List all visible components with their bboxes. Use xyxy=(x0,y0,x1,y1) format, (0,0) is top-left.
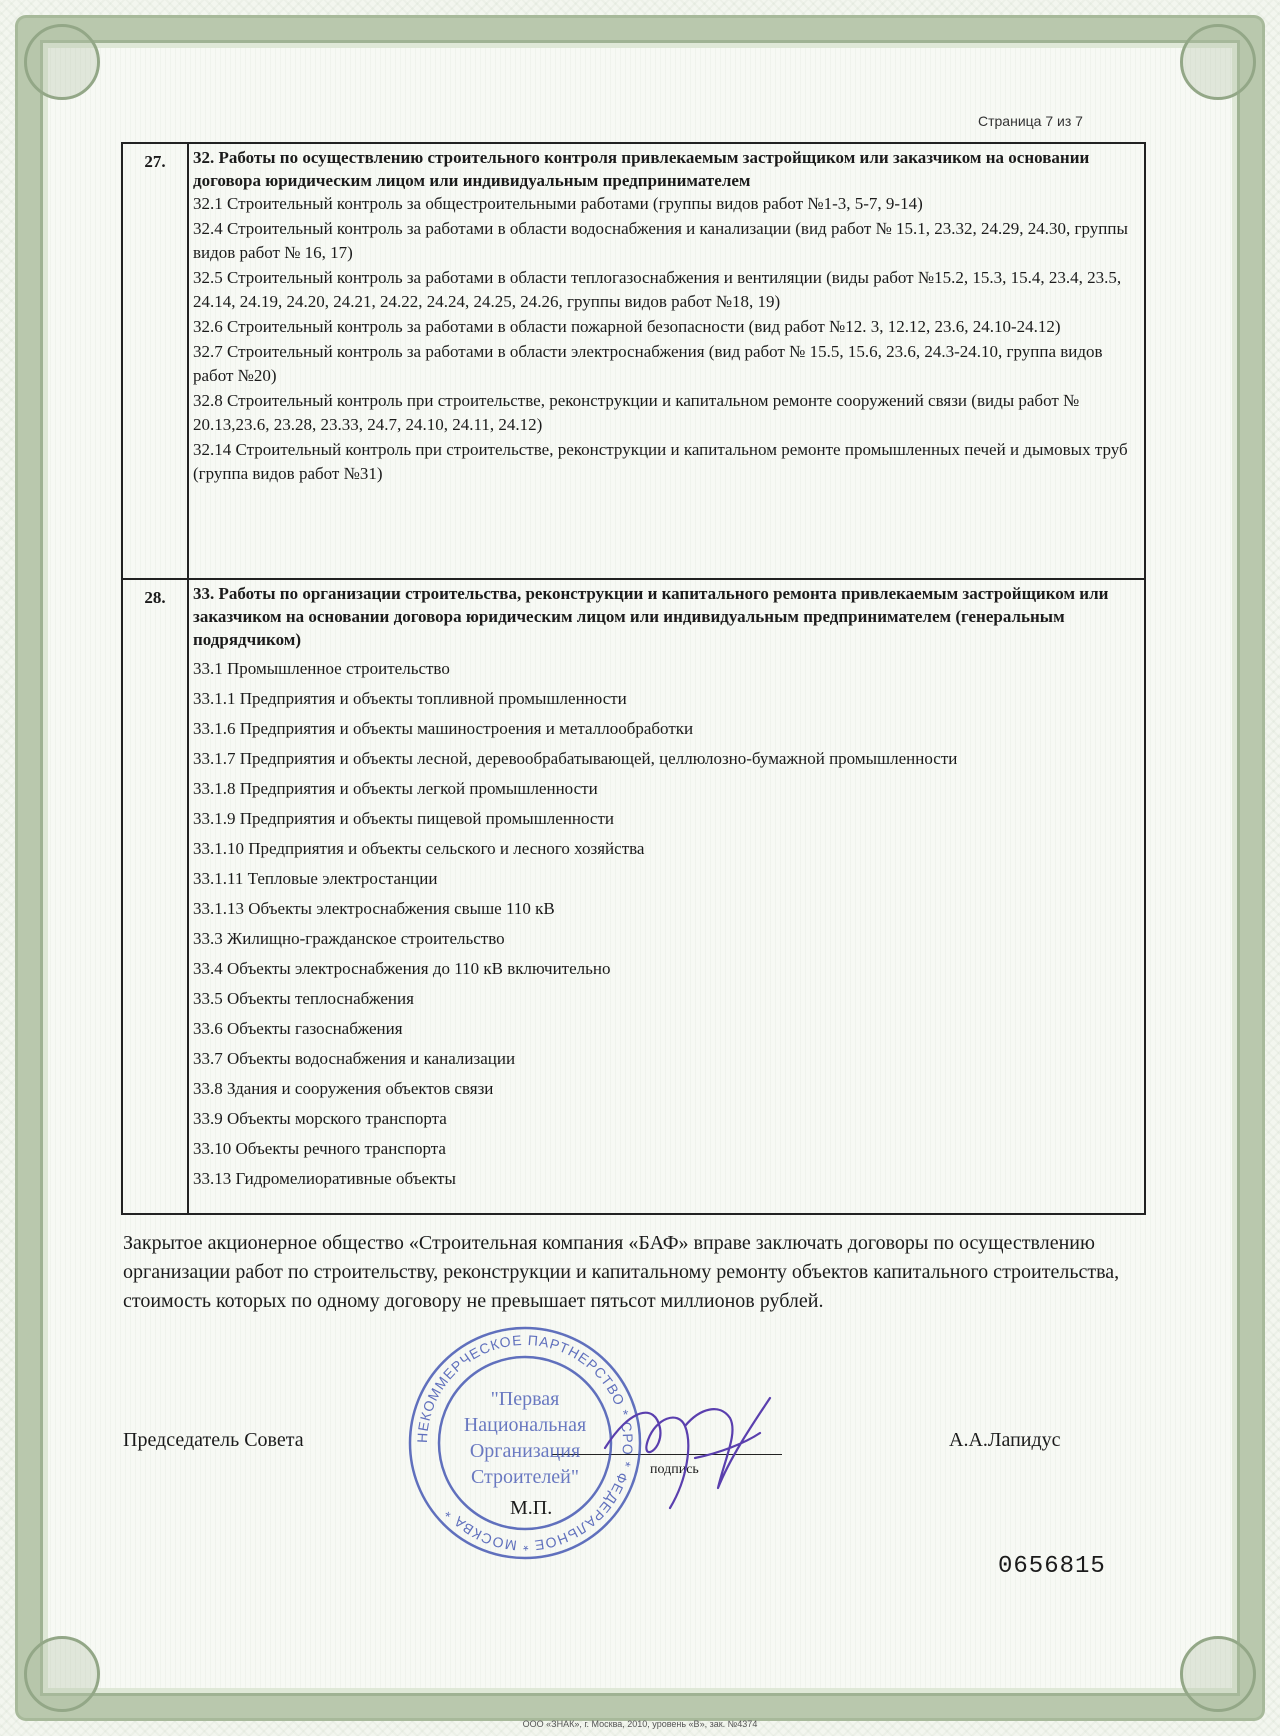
list-item: 33.1.13 Объекты электроснабжения свыше 110 кВ xyxy=(193,899,555,918)
corner-ornament-icon xyxy=(1180,24,1256,100)
work-group-heading: 32. Работы по осуществлению строительного контроля привлекаемым застройщиком или заказчиком на основании договора юридическим лицом или индивидуальным предпринимателем xyxy=(193,148,1090,190)
row-content xyxy=(193,144,1138,487)
corner-ornament-icon xyxy=(24,1636,100,1712)
list-item: 33.3 Жилищно-гражданское строительство xyxy=(193,929,505,948)
svg-text:"Первая: "Первая xyxy=(490,1388,560,1410)
list-item: 33.13 Гидромелиоративные объекты xyxy=(193,1169,456,1188)
list-item: 32.14 Строительный контроль при строительстве, реконструкции и капитальном ремонте промышленных печей и дымовых труб (группа видов работ №31) xyxy=(193,440,1128,483)
list-item: 33.9 Объекты морского транспорта xyxy=(193,1109,447,1128)
list-item: 33.7 Объекты водоснабжения и канализации xyxy=(193,1049,516,1068)
list-item: 33.1.11 Тепловые электростанции xyxy=(193,869,438,888)
page-number: Страница 7 из 7 xyxy=(978,113,1083,129)
list-item: 32.7 Строительный контроль за работами в области электроснабжения (вид работ № 15.5, 15.6, 23.6, 24.3-24.10, группа видов работ №20) xyxy=(193,342,1103,385)
list-item: 33.1 Промышленное строительство xyxy=(193,659,450,678)
signatory-title: Председатель Совета xyxy=(123,1429,304,1451)
list-item: 33.6 Объекты газоснабжения xyxy=(193,1019,403,1038)
stamp-place-label: М.П. xyxy=(510,1497,553,1519)
row-number: 27. xyxy=(123,144,189,578)
list-item: 33.10 Объекты речного транспорта xyxy=(193,1139,446,1158)
corner-ornament-icon xyxy=(24,24,100,100)
list-item: 33.8 Здания и сооружения объектов связи xyxy=(193,1079,494,1098)
list-item: 32.8 Строительный контроль при строительстве, реконструкции и капитальном ремонте сооружений связи (виды работ № 20.13,23.6, 23.28, 23.33, 24.7, 24.10, 24.11, 24.12) xyxy=(193,391,1080,434)
work-group-heading: 33. Работы по организации строительства, реконструкции и капитального ремонта привлекаемым застройщиком или заказчиком на основании договора юридическим лицом или индивидуальным предпринимателем (генеральным подрядчиком) xyxy=(193,584,1109,649)
table-row xyxy=(123,580,1144,1215)
svg-text:Организация: Организация xyxy=(469,1440,581,1462)
serial-number: 0656815 xyxy=(998,1553,1106,1580)
svg-text:НЕКОММЕРЧЕСКОЕ ПАРТНЕРСТВО * С: НЕКОММЕРЧЕСКОЕ ПАРТНЕРСТВО * СРО * ФЕДЕРАЛЬНОЕ * МОСКВА * xyxy=(413,1331,637,1555)
list-item: 32.4 Строительный контроль за работами в области водоснабжения и канализации (вид работ № 15.1, 23.32, 24.29, 24.30, группы видов работ № 16, 17) xyxy=(193,219,1128,262)
list-item: 33.1.10 Предприятия и объекты сельского и лесного хозяйства xyxy=(193,839,645,858)
list-item: 32.6 Строительный контроль за работами в области пожарной безопасности (вид работ №12. 3, 12.12, 23.6, 24.10-24.12) xyxy=(193,317,1061,336)
signatory-name: А.А.Лапидус xyxy=(949,1429,1061,1451)
permissions-table xyxy=(121,142,1146,1215)
handwritten-signature-icon xyxy=(600,1388,780,1538)
list-item: 33.1.6 Предприятия и объекты машиностроения и металлообработки xyxy=(193,719,694,738)
corner-ornament-icon xyxy=(1180,1636,1256,1712)
row-content xyxy=(193,580,1138,1197)
table-row xyxy=(123,144,1144,580)
list-item: 33.1.9 Предприятия и объекты пищевой промышленности xyxy=(193,809,615,828)
list-item: 33.4 Объекты электроснабжения до 110 кВ включительно xyxy=(193,959,611,978)
list-item: 33.1.7 Предприятия и объекты лесной, деревообрабатывающей, целлюлозно-бумажной промышленности xyxy=(193,749,958,768)
svg-text:Строителей": Строителей" xyxy=(470,1466,580,1488)
list-item: 32.5 Строительный контроль за работами в области теплогазоснабжения и вентиляции (виды работ №15.2, 15.3, 15.4, 23.4, 23.5, 24.14, 24.19, 24.20, 24.21, 24.22, 24.24, 24.25, 24.26, группы видов работ №18, 19) xyxy=(193,268,1122,311)
svg-text:Национальная: Национальная xyxy=(463,1414,587,1436)
signature-caption: подпись xyxy=(650,1462,699,1477)
printer-imprint: ООО «ЗНАК», г. Москва, 2010, уровень «В», зак. №4374 xyxy=(522,1719,758,1729)
contract-limit-statement: Закрытое акционерное общество «Строительная компания «БАФ» вправе заключать договоры по осуществлению организации работ по строительству, реконструкции и капитальному ремонту объектов капитального строительства, стоимость которых по одному договору не превышает пятьсот миллионов рублей. xyxy=(123,1232,1120,1312)
list-item: 33.1.1 Предприятия и объекты топливной промышленности xyxy=(193,689,627,708)
list-item: 33.1.8 Предприятия и объекты легкой промышленности xyxy=(193,779,598,798)
list-item: 32.1 Строительный контроль за общестроительными работами (группы видов работ №1-3, 5-7, 9-14) xyxy=(193,194,923,213)
list-item: 33.5 Объекты теплоснабжения xyxy=(193,989,414,1008)
row-number: 28. xyxy=(123,580,189,1215)
